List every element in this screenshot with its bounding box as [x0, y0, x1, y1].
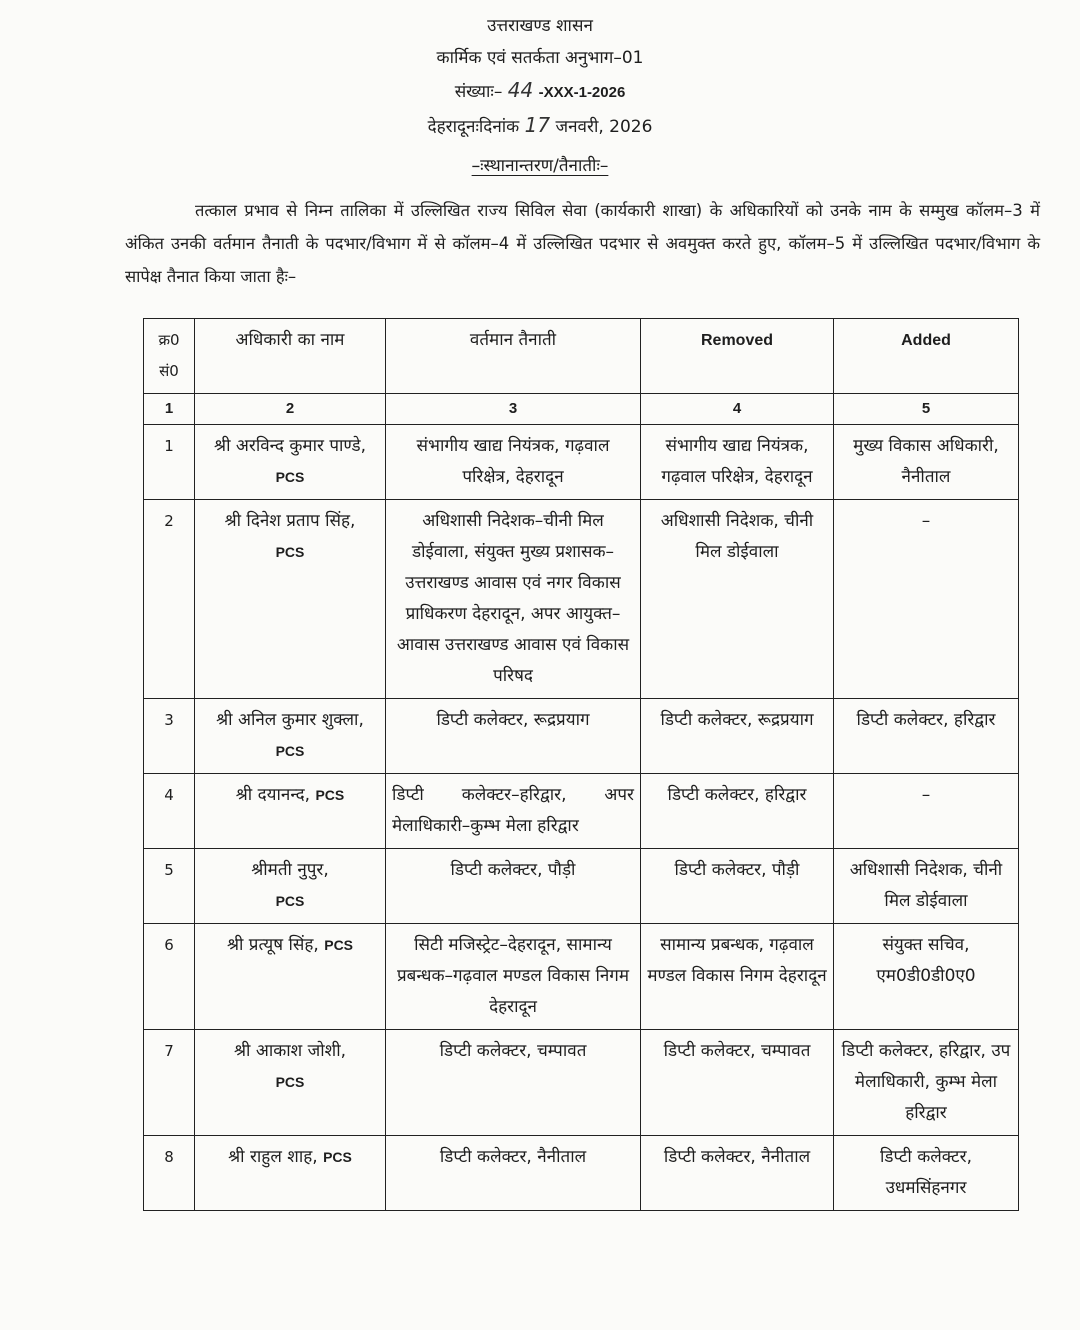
col-num-2: 2	[195, 394, 386, 425]
table-row	[144, 699, 1019, 774]
col-num-5: 5	[834, 394, 1019, 425]
added-cell: –	[834, 500, 1019, 699]
added-cell: –	[834, 774, 1019, 849]
removed-cell: डिप्टी कलेक्टर, नैनीताल	[641, 1136, 834, 1211]
pcs-label: PCS	[275, 469, 305, 485]
serial-cell: 2	[144, 500, 195, 699]
added-cell: डिप्टी कलेक्टर, हरिद्वार	[834, 699, 1019, 774]
officer-name-cell	[195, 425, 386, 500]
pcs-label: PCS	[323, 1149, 352, 1165]
serial-cell: 1	[144, 425, 195, 500]
subject-line: –ःस्थानान्तरण/तैनातीः–	[471, 156, 609, 176]
col-num-1: 1	[144, 394, 195, 425]
header-serial: क्र0 सं0	[144, 319, 195, 394]
header-removed: Removed	[641, 319, 834, 394]
department-name: कार्मिक एवं सतर्कता अनुभाग–01	[436, 48, 644, 68]
table-row	[144, 1136, 1019, 1211]
header-added: Added	[834, 319, 1019, 394]
officer-name: श्री दिनेश प्रताप सिंह,	[224, 511, 356, 531]
officer-name: श्री अनिल कुमार शुक्ला,	[216, 710, 364, 730]
officer-name: श्रीमती नुपुर,	[251, 860, 329, 880]
added-cell: डिप्टी कलेक्टर, हरिद्वार, उप मेलाधिकारी, कुम्भ मेला हरिद्वार	[834, 1030, 1019, 1136]
number-prefix: संख्याः–	[454, 82, 503, 102]
column-number-row	[144, 394, 1019, 425]
number-suffix: -XXX-1-2026	[538, 84, 626, 101]
added-cell: संयुक्त सचिव, एम0डी0डी0ए0	[834, 924, 1019, 1030]
officer-name: श्री प्रत्यूष सिंह,	[226, 935, 319, 955]
current-posting-cell: अधिशासी निदेशक–चीनी मिल डोईवाला, संयुक्त मुख्य प्रशासक–उत्तराखण्ड आवास एवं नगर विकास प्राधिकरण देहरादून, अपर आयुक्त–आवास उत्तराखण्ड आवास एवं विकास परिषद	[386, 500, 641, 699]
current-posting-cell: डिप्टी कलेक्टर–हरिद्वार, अपर मेलाधिकारी–कुम्भ मेला हरिद्वार	[386, 774, 641, 849]
added-cell: मुख्य विकास अधिकारी, नैनीताल	[834, 425, 1019, 500]
officer-name-cell	[195, 1136, 386, 1211]
pcs-label: PCS	[275, 544, 305, 560]
transfer-table	[143, 318, 1019, 1211]
serial-cell: 5	[144, 849, 195, 924]
officer-name-cell	[195, 849, 386, 924]
pcs-label: PCS	[275, 893, 305, 909]
pcs-label: PCS	[275, 743, 305, 759]
table-header-row	[144, 319, 1019, 394]
officer-name: श्री आकाश जोशी,	[233, 1041, 347, 1061]
serial-cell: 4	[144, 774, 195, 849]
order-paragraph: तत्काल प्रभाव से निम्न तालिका में उल्लिखित राज्य सिविल सेवा (कार्यकारी शाखा) के अधिकारियों को उनके नाम के सम्मुख कॉलम–3 में अंकित उनकी वर्तमान तैनाती के पदभार/विभाग में से कॉलम–4 में उल्लिखित पदभार से अवमुक्त करते हुए, कॉलम–5 में उल्लिखित पदभार/विभाग के सापेक्ष तैनात किया जाता हैः–	[125, 201, 1040, 286]
table-row	[144, 774, 1019, 849]
order-number	[0, 74, 1080, 109]
table-row	[144, 425, 1019, 500]
removed-cell: सामान्य प्रबन्धक, गढ़वाल मण्डल विकास निगम देहरादून	[641, 924, 834, 1030]
letter-header	[0, 0, 1080, 143]
officer-name-cell	[195, 774, 386, 849]
handwritten-number: 44	[507, 78, 534, 102]
header-officer-name: अधिकारी का नाम	[195, 319, 386, 394]
removed-cell: डिप्टी कलेक्टर, चम्पावत	[641, 1030, 834, 1136]
removed-cell: अधिशासी निदेशक, चीनी मिल डोईवाला	[641, 500, 834, 699]
date-suffix: जनवरी, 2026	[555, 117, 653, 137]
pcs-label: PCS	[315, 787, 345, 803]
table-row	[144, 924, 1019, 1030]
current-posting-cell: डिप्टी कलेक्टर, पौड़ी	[386, 849, 641, 924]
officer-name-cell	[195, 1030, 386, 1136]
current-posting-cell: डिप्टी कलेक्टर, रूद्रप्रयाग	[386, 699, 641, 774]
serial-cell: 7	[144, 1030, 195, 1136]
removed-cell: डिप्टी कलेक्टर, हरिद्वार	[641, 774, 834, 849]
officer-name: श्री अरविन्द कुमार पाण्डे,	[214, 436, 366, 456]
table-row	[144, 1030, 1019, 1136]
current-posting-cell: डिप्टी कलेक्टर, नैनीताल	[386, 1136, 641, 1211]
removed-cell: डिप्टी कलेक्टर, रूद्रप्रयाग	[641, 699, 834, 774]
current-posting-cell: संभागीय खाद्य नियंत्रक, गढ़वाल परिक्षेत्र, देहरादून	[386, 425, 641, 500]
serial-cell: 3	[144, 699, 195, 774]
header-current-posting: वर्तमान तैनाती	[386, 319, 641, 394]
current-posting-cell: डिप्टी कलेक्टर, चम्पावत	[386, 1030, 641, 1136]
date-prefix: देहरादूनःदिनांक	[427, 117, 520, 137]
serial-cell: 6	[144, 924, 195, 1030]
org-name: उत्तराखण्ड शासन	[487, 16, 593, 36]
current-posting-cell: सिटी मजिस्ट्रेट–देहरादून, सामान्य प्रबन्धक–गढ़वाल मण्डल विकास निगम देहरादून	[386, 924, 641, 1030]
col-num-4: 4	[641, 394, 834, 425]
added-cell: डिप्टी कलेक्टर, उधमसिंहनगर	[834, 1136, 1019, 1211]
pcs-label: PCS	[275, 1074, 305, 1090]
handwritten-date: 17	[524, 113, 551, 137]
order-date	[0, 109, 1080, 143]
officer-name-cell	[195, 924, 386, 1030]
table-row	[144, 849, 1019, 924]
added-cell: अधिशासी निदेशक, चीनी मिल डोईवाला	[834, 849, 1019, 924]
removed-cell: डिप्टी कलेक्टर, पौड़ी	[641, 849, 834, 924]
col-num-3: 3	[386, 394, 641, 425]
serial-cell: 8	[144, 1136, 195, 1211]
table-row	[144, 500, 1019, 699]
pcs-label: PCS	[324, 937, 354, 953]
officer-name: श्री राहुल शाह,	[228, 1147, 318, 1167]
officer-name-cell	[195, 500, 386, 699]
officer-name: श्री दयानन्द,	[235, 785, 311, 805]
officer-name-cell	[195, 699, 386, 774]
removed-cell: संभागीय खाद्य नियंत्रक, गढ़वाल परिक्षेत्र, देहरादून	[641, 425, 834, 500]
